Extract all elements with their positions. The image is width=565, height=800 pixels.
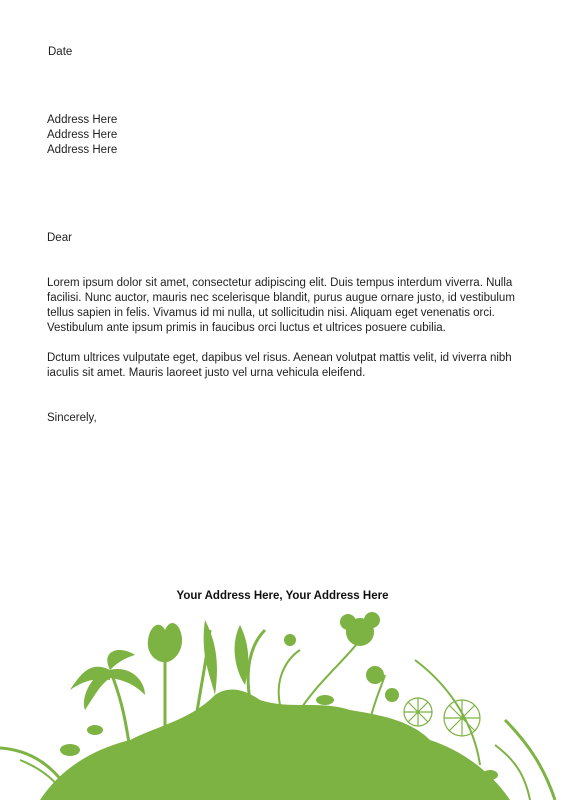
- footer-address: Your Address Here, Your Address Here: [176, 590, 389, 602]
- floral-silhouette-icon: [0, 600, 565, 800]
- address-line: Address Here: [47, 129, 118, 141]
- address-line: Address Here: [47, 144, 118, 156]
- recipient-address: [47, 113, 117, 158]
- date-label: Date: [48, 46, 73, 58]
- salutation: Dear: [47, 232, 72, 244]
- address-line: Address Here: [47, 114, 118, 126]
- closing: Sincerely,: [47, 412, 97, 424]
- body-paragraph: Dctum ultrices vulputate eget, dapibus vel risus. Aenean volutpat mattis velit, id viverra nibh iaculis sit amet. Mauris laoreet justo vel urna vehicula eleifend.: [47, 352, 512, 379]
- letter-body: [47, 276, 515, 396]
- body-paragraph: Lorem ipsum dolor sit amet, consectetur adipiscing elit. Duis tempus interdum viverra. Nulla facilisi. Nunc auctor, mauris nec scelerisque blandit, purus augue ornare justo, id vestibulum tellus sapien in felis. Vivamus id mi nulla, ut sollicitudin nisi. Aliquam eget venenatis orci. Vestibulum ante ipsum primis in faucibus orci luctus et ultrices posuere cubilia.: [47, 277, 515, 334]
